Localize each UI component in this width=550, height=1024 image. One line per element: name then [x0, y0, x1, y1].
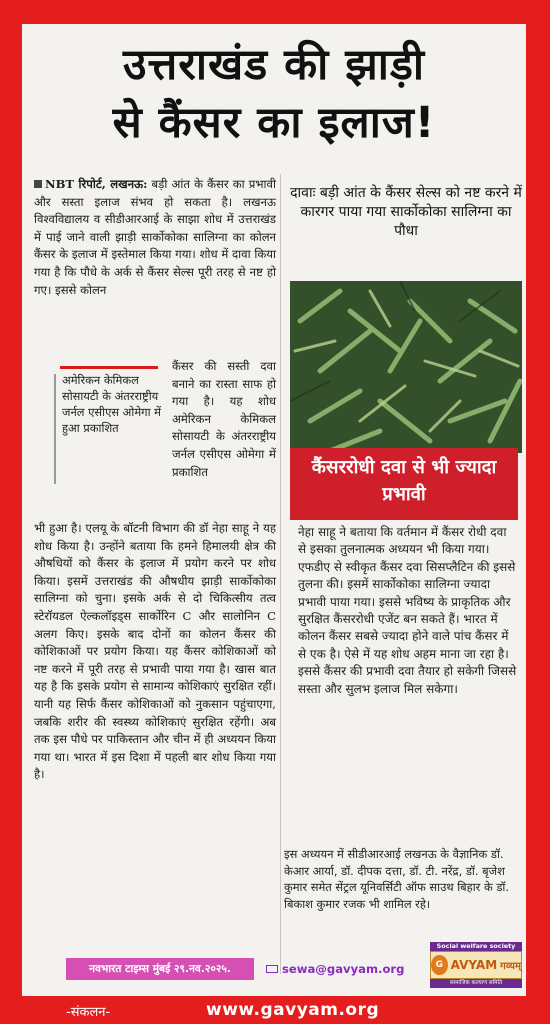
headline	[22, 36, 526, 152]
side-column-text: नेहा साहू ने बताया कि वर्तमान में कैंसर रोधी दवा से इसका तुलनात्मक अध्ययन भी किया गया। एफडीए से स्वीकृत कैंसर दवा सिसप्लैटिन की इससे तुलना की। इसमें सार्कोकोका सालिग्ना ज्यादा प्रभावी पाया गया। इससे भविष्य के प्राकृतिक और सुरक्षित कैंसररोधी एजेंट बन सकते हैं। भारत में कोलन कैंसर सबसे ज्यादा होने वाले पांच कैंसर में से एक है। ऐसे में यह शोध अहम माना जा रहा है। इससे कैंसर की प्रभावी दवा तैयार हो सकेगी जिससे सस्ता और सुलभ इलाज मिल सकेगा।	[298, 525, 517, 696]
website-link[interactable]: www.gavyam.org	[206, 1000, 380, 1020]
pull-quote-bar	[54, 374, 56, 484]
source-label: नवभारत टाइम्स मुंबई २९.नव.२०२५.	[66, 958, 254, 980]
plant-photo	[290, 281, 522, 453]
plant-leaves-image	[290, 281, 522, 453]
logo-body	[430, 951, 522, 979]
byline: NBT रिपोर्ट, लखनऊ:	[45, 177, 148, 191]
envelope-icon	[266, 965, 278, 973]
cow-emblem-icon: G	[431, 955, 448, 975]
pull-quote: अमेरिकन केमिकल सोसायटी के अंतरराष्ट्रीय जर्नल एसीएस ओमेगा में हुआ प्रकाशित	[62, 373, 161, 435]
photo-caption: दावाः बड़ी आंत के कैंसर सेल्स को नष्ट करने में कारगर पाया गया सार्कोकोका सालिग्ना का पौधा	[290, 185, 522, 239]
logo-hindi-brand: गव्यम्	[500, 961, 521, 972]
bullet-square-icon	[34, 180, 42, 188]
lead-paragraph	[34, 176, 276, 299]
gavyam-logo	[430, 942, 522, 994]
email-address: sewa@gavyam.org	[282, 962, 405, 976]
headline-line-2: से कैंसर का इलाज!	[112, 98, 436, 148]
headline-line-1: उत्तराखंड की झाड़ी	[122, 40, 426, 90]
email-link[interactable]	[266, 958, 428, 980]
newspaper-clipping	[22, 24, 526, 996]
narrow-column-text: कैंसर की सस्ती दवा बनाने का रास्ता साफ हो गया है। यह शोध अमेरिकन केमिकल सोसायटी के अंतरराष्ट्रीय जर्नल एसीएस ओमेगा में प्रकाशित	[172, 359, 276, 479]
subheading-banner: कैंसररोधी दवा से भी ज्यादा प्रभावी	[290, 448, 518, 520]
footer	[0, 998, 550, 1024]
column-divider	[280, 174, 281, 974]
pull-quote-rule	[60, 366, 158, 369]
logo-tagline: Social welfare society	[430, 942, 522, 951]
main-column-text: भी हुआ है। एलयू के बॉटनी विभाग की डॉ नेहा साहू ने यह शोध किया है। उन्होंने बताया कि हमने हिमालयी क्षेत्र की औषधियों को कैंसर के इलाज में प्रयोग करने पर शोध किया। इसमें उत्तराखंड की औषधीय झाड़ी सार्कोकोका सालिग्ना को चुना। इसके अर्क से दो चिकित्सीय तत्व स्टेरॉयडल ऐल्कलॉइड्स सार्कोरिन C और सालोनिन C अलग किए। इसके बाद दोनों का कोलन कैंसर की कोशिकाओं पर प्रयोग किया। यह कैंसर कोशिकाओं को नष्ट करने में पूरी तरह से प्रभावी पाया गया है। खास बात यह है कि इसके प्रयोग से सामान्य कोशिकाएं सुरक्षित रहीं। यानी यह सिर्फ कैंसर कोशिकाओं को नुकसान पहुंचाएगा, जबकि शरीर की स्वस्थ्य कोशिकाएं सुरक्षित रहेंगी। अब तक इस पौधे पर पाकिस्तान और चीन में ही अध्ययन किया गया था। भारत में इस दिशा में पहली बार शोध किया गया है।	[34, 521, 276, 782]
logo-brand: AVYAM	[450, 958, 498, 972]
logo-subline: सामाजिक कल्याण समिति	[430, 979, 522, 988]
bottom-paragraph: इस अध्ययन में सीडीआरआई लखनऊ के वैज्ञानिक डॉ. केआर आर्या, डॉ. दीपक दत्ता, डॉ. टी. नरेंद्र, डॉ. बृजेश कुमार समेत सेंट्रल यूनिवर्सिटी ऑफ साउथ बिहार के डॉ. बिकाश कुमार रजक भी शामिल रहे।	[284, 847, 509, 911]
lead-text: बड़ी आंत के कैंसर का प्रभावी और सस्ता इलाज संभव हो सकता है। लखनऊ विश्वविद्यालय व सीडीआरआई के साझा शोध में उत्तराखंड में पाई जाने वाली झाड़ी सार्कोकोका सालिग्ना का कोलन कैंसर के इलाज में इस्तेमाल किया गया। शोध में दावा किया गया है कि पौधे के अर्क से कैंसर सेल्स पूरी तरह से नष्ट हो गए। इससे कोलन	[34, 177, 277, 297]
compilation-credit: -संकलन-	[66, 1005, 111, 1020]
